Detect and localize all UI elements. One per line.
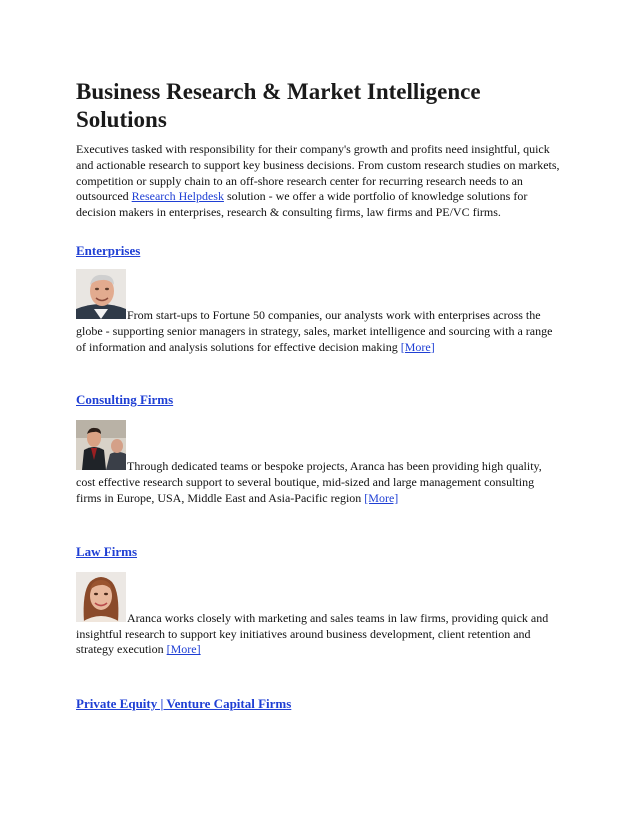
- man-portrait-icon: [76, 269, 126, 319]
- intro-text-after: solution - we offer a wide portfolio of knowledge solutions for decision makers in enterprises, research & consulting firms, law firms and PE/VC firms.: [76, 189, 528, 220]
- law-firms-more-link[interactable]: [More]: [166, 642, 201, 657]
- intro-paragraph: [76, 142, 560, 221]
- consulting-firms-more-link[interactable]: [More]: [364, 490, 399, 505]
- page-title: Business Research & Market Intelligence Solutions: [76, 79, 481, 132]
- research-helpdesk-link[interactable]: Research Helpdesk: [131, 189, 224, 204]
- section-consulting-firms: [76, 392, 560, 506]
- woman-portrait-icon: [76, 572, 126, 622]
- law-firms-text: Aranca works closely with marketing and sales teams in law firms, providing quick and insightful research to support key initiatives around business development, client retention and strategy execution: [76, 610, 549, 657]
- section-enterprises: [76, 243, 560, 355]
- enterprises-more-link[interactable]: [More]: [400, 339, 435, 354]
- section-paragraph: [76, 572, 560, 658]
- section-paragraph: [76, 269, 560, 355]
- consultant-photo-icon: [76, 420, 126, 470]
- consulting-firms-text: Through dedicated teams or bespoke projects, Aranca has been providing high quality, cost effective research support to several boutique, mid-sized and large management consulting firms in Europe, USA, Middle East and Asia-Pacific region: [76, 459, 542, 505]
- intro-text-before: Executives tasked with responsibility for their company's growth and profits need insightful, quick and actionable research to support key business decisions. From custom research studies on markets, competition or supply chain to an off-shore research center for recurring research needs to an outsourced: [76, 142, 560, 204]
- private-equity-link[interactable]: Private Equity | Venture Capital Firms: [76, 696, 292, 712]
- section-heading: [76, 544, 560, 560]
- consulting-firms-link[interactable]: Consulting Firms: [76, 392, 174, 408]
- law-firms-link[interactable]: Law Firms: [76, 543, 138, 559]
- enterprises-text: From start-ups to Fortune 50 companies, our analysts work with enterprises across the globe - supporting senior managers in strategy, sales, market intelligence and sourcing with a range of information and analysis solutions for effective decision making: [76, 307, 553, 354]
- section-heading: [76, 243, 560, 259]
- document-page: [76, 78, 560, 712]
- section-private-equity: [76, 696, 560, 712]
- section-paragraph: [76, 420, 560, 506]
- section-heading: [76, 392, 560, 408]
- section-law-firms: [76, 544, 560, 658]
- enterprises-link[interactable]: Enterprises: [76, 242, 141, 258]
- section-heading: [76, 696, 560, 712]
